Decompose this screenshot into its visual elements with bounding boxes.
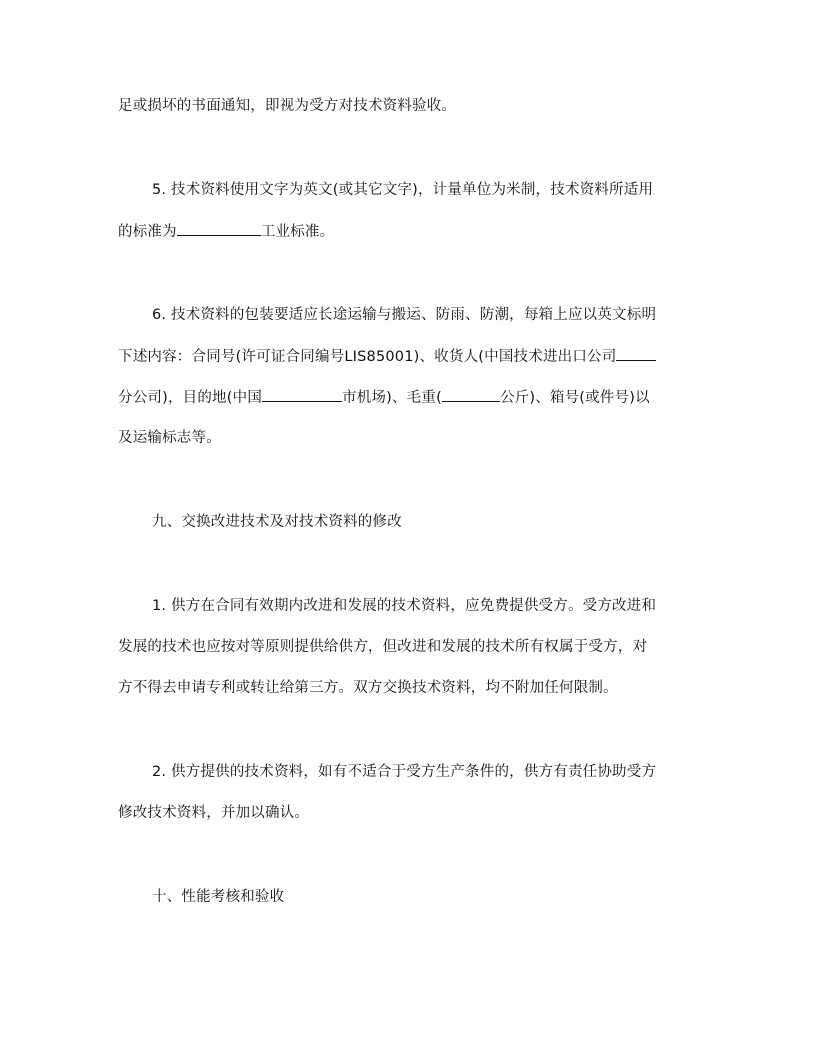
paragraph-line: 足或损坏的书面通知，即视为受方对技术资料验收。 xyxy=(118,98,457,114)
clause-5-line-2 xyxy=(118,221,334,242)
clause-6-line-4: 及运输标志等。 xyxy=(118,430,221,446)
clause-9-2-line-1: 2. 供方提供的技术资料，如有不适合于受方生产条件的，供方有责任协助受方 xyxy=(152,764,657,780)
fill-in-blank xyxy=(177,221,261,236)
clause-6-line-2 xyxy=(118,346,656,367)
text-segment: 下述内容：合同号(许可证合同编号LIS85001)、收货人(中国技术进出口公司 xyxy=(118,349,617,365)
clause-5-line-1: 5. 技术资料使用文字为英文(或其它文字)，计量单位为米制，技术资料所适用 xyxy=(152,182,654,198)
clause-6-line-3 xyxy=(118,387,650,408)
clause-9-2-line-2: 修改技术资料，并加以确认。 xyxy=(118,805,310,821)
fill-in-blank xyxy=(262,387,342,402)
section-10-heading: 十、性能考核和验收 xyxy=(152,889,285,905)
text-segment: 公斤)、箱号(或件号)以 xyxy=(499,390,650,406)
fill-in-blank xyxy=(616,346,656,361)
text-segment: 的标准为 xyxy=(118,224,177,240)
fill-in-blank xyxy=(442,387,500,402)
text-segment: 市机场)、毛重( xyxy=(342,390,442,406)
section-9-heading: 九、交换改进技术及对技术资料的修改 xyxy=(152,514,402,530)
clause-9-1-line-1: 1. 供方在合同有效期内改进和发展的技术资料，应免费提供受方。受方改进和 xyxy=(152,598,657,614)
text-segment: 工业标准。 xyxy=(260,224,335,240)
clause-9-1-line-2: 发展的技术也应按对等原则提供给供方，但改进和发展的技术所有权属于受方，对 xyxy=(118,639,648,655)
clause-6-line-1: 6. 技术资料的包装要适应长途运输与搬运、防雨、防潮，每箱上应以英文标明 xyxy=(152,307,657,323)
text-segment: 分公司)，目的地(中国 xyxy=(118,390,263,406)
clause-9-1-line-3: 方不得去申请专利或转让给第三方。双方交换技术资料，均不附加任何限制。 xyxy=(118,680,618,696)
